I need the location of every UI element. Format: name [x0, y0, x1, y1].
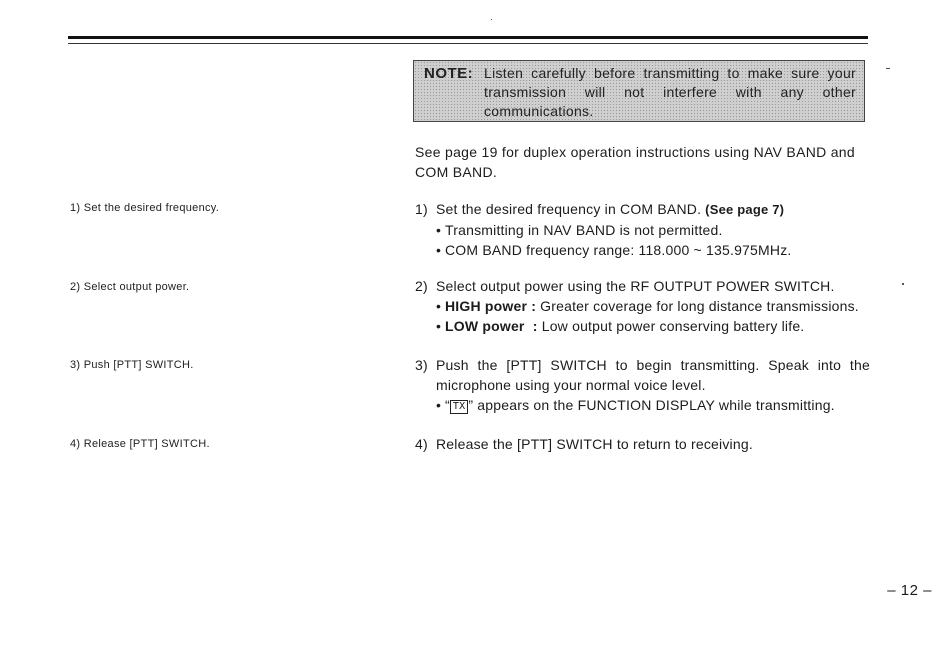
intro-paragraph: See page 19 for duplex operation instructions using NAV BAND and COM BAND.	[415, 144, 855, 180]
bullet-dot: •	[436, 298, 442, 314]
tx-indicator-icon: TX	[450, 400, 468, 414]
note-box	[413, 60, 865, 122]
step-3	[415, 355, 870, 415]
page-reference: (See page 7)	[705, 202, 785, 217]
left-step-4: 4) Release [PTT] SWITCH.	[70, 438, 210, 450]
step-number: 3)	[415, 357, 428, 373]
step-text: Set the desired frequency in COM BAND. (See page 7)	[436, 201, 785, 217]
bullet-dot: •	[436, 397, 442, 413]
note-text: Listen carefully before transmitting to make sure your transmission will not interfere with any other communications.	[484, 65, 856, 119]
left-step-1: 1) Set the desired frequency.	[70, 202, 220, 214]
step-text: Select output power using the RF OUTPUT POWER SWITCH.	[436, 278, 835, 294]
note-label: NOTE:	[424, 65, 474, 82]
step-4	[415, 434, 870, 454]
step-number: 1)	[415, 201, 428, 217]
bullet-item: • HIGH power : Greater coverage for long distance transmissions.	[436, 298, 859, 314]
scan-speck	[886, 68, 890, 69]
header-rule-thick	[68, 36, 868, 39]
step-1	[415, 199, 870, 260]
step-number: 2)	[415, 278, 428, 294]
bullet-item: • COM BAND frequency range: 118.000 ~ 135.975MHz.	[436, 242, 792, 258]
left-step-2: 2) Select output power.	[70, 281, 190, 293]
bullet-item: • Transmitting in NAV BAND is not permitted.	[436, 222, 723, 238]
bullet-dot: •	[436, 318, 442, 334]
scan-speck	[491, 19, 492, 20]
header-rule-thin	[68, 43, 868, 44]
step-text: Push the [PTT] SWITCH to begin transmitting. Speak into the microphone using your normal voice level.	[436, 357, 870, 393]
bullet-item: • “ TX ” appears on the FUNCTION DISPLAY while transmitting.	[436, 397, 835, 413]
left-step-3: 3) Push [PTT] SWITCH.	[70, 359, 194, 371]
step-number: 4)	[415, 436, 428, 452]
bullet-dot: •	[436, 222, 442, 238]
bullet-item: • LOW power : Low output power conserving battery life.	[436, 318, 805, 334]
step-2	[415, 276, 870, 336]
page-number: – 12 –	[887, 582, 932, 599]
scan-speck	[902, 283, 904, 285]
bullet-dot: •	[436, 242, 442, 258]
step-text: Release the [PTT] SWITCH to return to receiving.	[436, 436, 753, 452]
